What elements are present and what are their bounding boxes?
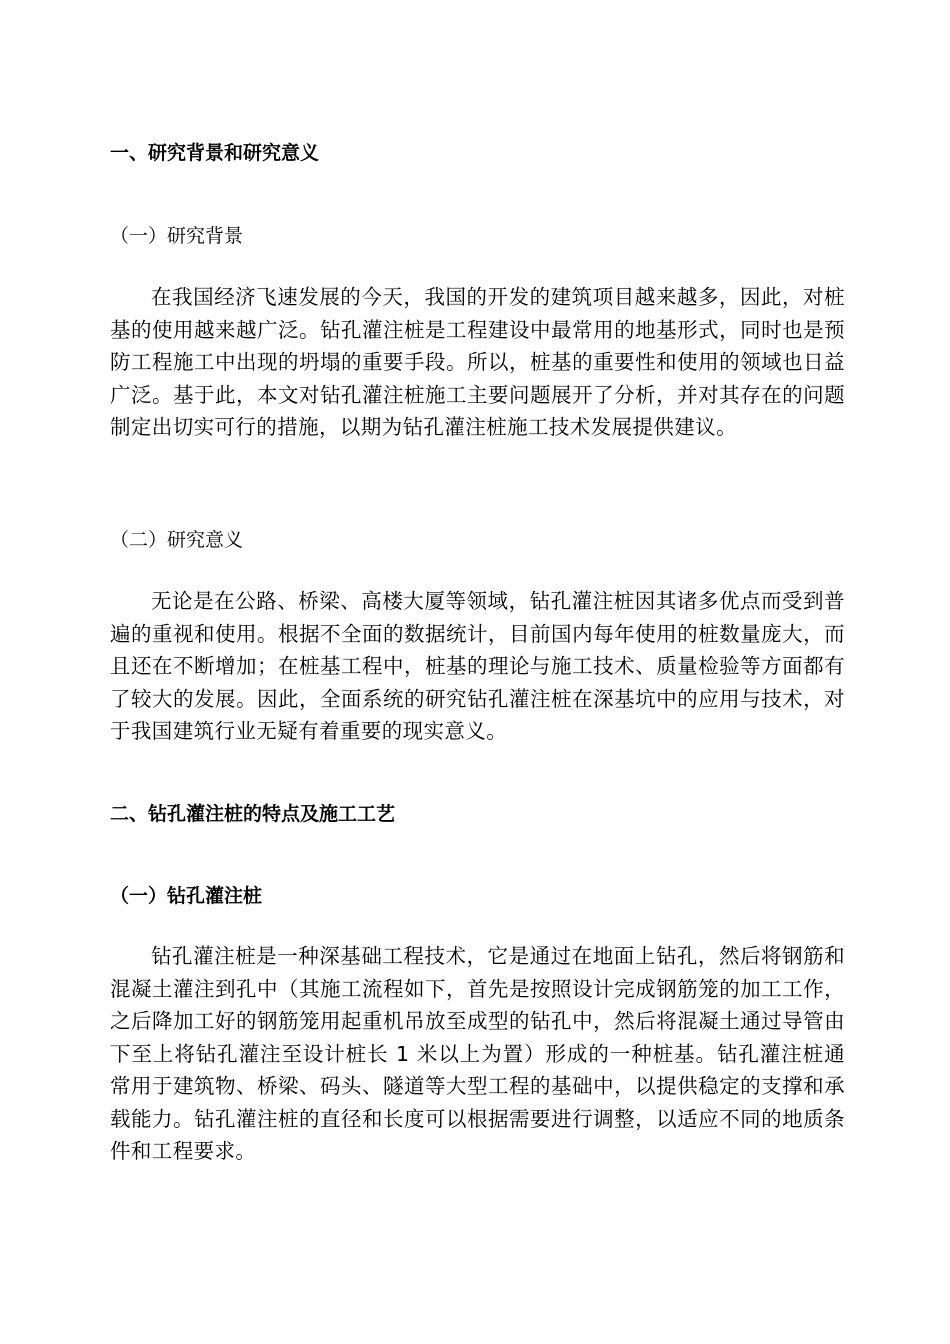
subsection-title-research-significance: （二）研究意义	[110, 529, 244, 551]
section-heading-1: 一、研究背景和研究意义	[110, 142, 320, 164]
subsection-title-research-background: （一）研究背景	[110, 225, 244, 247]
paragraph-bored-pile: 钻孔灌注桩是一种深基础工程技术，它是通过在地面上钻孔，然后将钢筋和混凝土灌注到孔中（其施工流程如下，首先是按照设计完成钢筋笼的加工工作，之后降加工好的钢筋笼用起重机吊放至成型的钻孔中，然后将混凝土通过导管由下至上将钻孔灌注至设计桩长 1 米以上为置）形成的一种桩基。钻孔灌注桩通常用于建筑物、桥梁、码头、隧道等大型工程的基础中，以提供稳定的支撑和承载能力。钻孔灌注桩的直径和长度可以根据需要进行调整，以适应不同的地质条件和工程要求。	[110, 944, 845, 1163]
paragraph-research-significance: 无论是在公路、桥梁、高楼大厦等领域，钻孔灌注桩因其诸多优点而受到普遍的重视和使用。根据不全面的数据统计，目前国内每年使用的桩数量庞大，而且还在不断增加；在桩基工程中，桩基的理论与施工技术、质量检验等方面都有了较大的发展。因此，全面系统的研究钻孔灌注桩在深基坑中的应用与技术，对于我国建筑行业无疑有着重要的现实意义。	[110, 589, 845, 743]
subsection-title-bored-pile: （一）钻孔灌注桩	[110, 885, 263, 907]
section-heading-2: 二、钻孔灌注桩的特点及施工工艺	[110, 803, 396, 825]
paragraph-research-background: 在我国经济飞速发展的今天，我国的开发的建筑项目越来越多，因此，对桩基的使用越来越广泛。钻孔灌注桩是工程建设中最常用的地基形式，同时也是预防工程施工中出现的坍塌的重要手段。所以，桩基的重要性和使用的领域也日益广泛。基于此，本文对钻孔灌注桩施工主要问题展开了分析，并对其存在的问题制定出切实可行的措施，以期为钻孔灌注桩施工技术发展提供建议。	[110, 285, 845, 439]
